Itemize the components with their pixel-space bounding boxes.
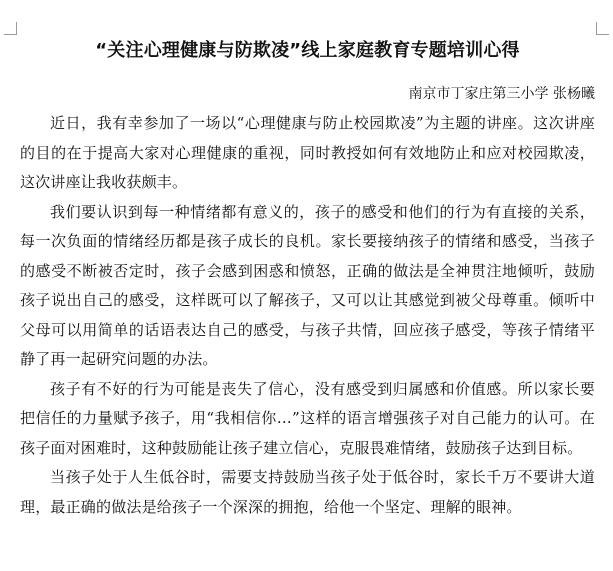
document-page: [20, 38, 595, 522]
paragraph-3: 孩子有不好的行为可能是丧失了信心，没有感受到归属感和价值感。所以家长要把信任的力量赋予孩子，用“我相信你…”这样的语言增强孩子对自己能力的认可。在孩子面对困难时，这种鼓励能让孩子建立信心，克服畏难情绪，鼓励孩子达到目标。: [20, 379, 595, 457]
paragraph-4: 当孩子处于人生低谷时，需要支持鼓励当孩子处于低谷时，家长千万不要讲大道理，最正确的做法是给孩子一个深深的拥抱，给他一个坚定、理解的眼神。: [20, 468, 595, 516]
paragraph-2: 我们要认识到每一种情绪都有意义的，孩子的感受和他们的行为有直接的关系，每一次负面的情绪经历都是孩子成长的良机。家长要接纳孩子的情绪和感受，当孩子的感受不断被否定时，孩子会感到困惑和愤怒，正确的做法是全神贯注地倾听，鼓励孩子说出自己的感受，这样既可以了解孩子，又可以让其感觉到被父母尊重。倾听中父母可以用简单的话语表达自己的感受，与孩子共情，回应孩子感受，等孩子情绪平静了再一起研究问题的办法。: [20, 202, 595, 368]
page-corner-mark-left: [4, 22, 17, 35]
page-corner-mark-right: [596, 22, 609, 35]
document-author: 南京市丁家庄第三小学 张杨曦: [408, 86, 595, 102]
paragraph-1: 近日，我有幸参加了一场以“心理健康与防止校园欺凌”为主题的讲座。这次讲座的目的在于提高大家对心理健康的重视，同时教授如何有效地防止和应对校园欺凌，这次讲座让我收获颇丰。: [20, 114, 595, 191]
document-title: “关注心理健康与防欺凌”线上家庭教育专题培训心得: [95, 40, 520, 61]
